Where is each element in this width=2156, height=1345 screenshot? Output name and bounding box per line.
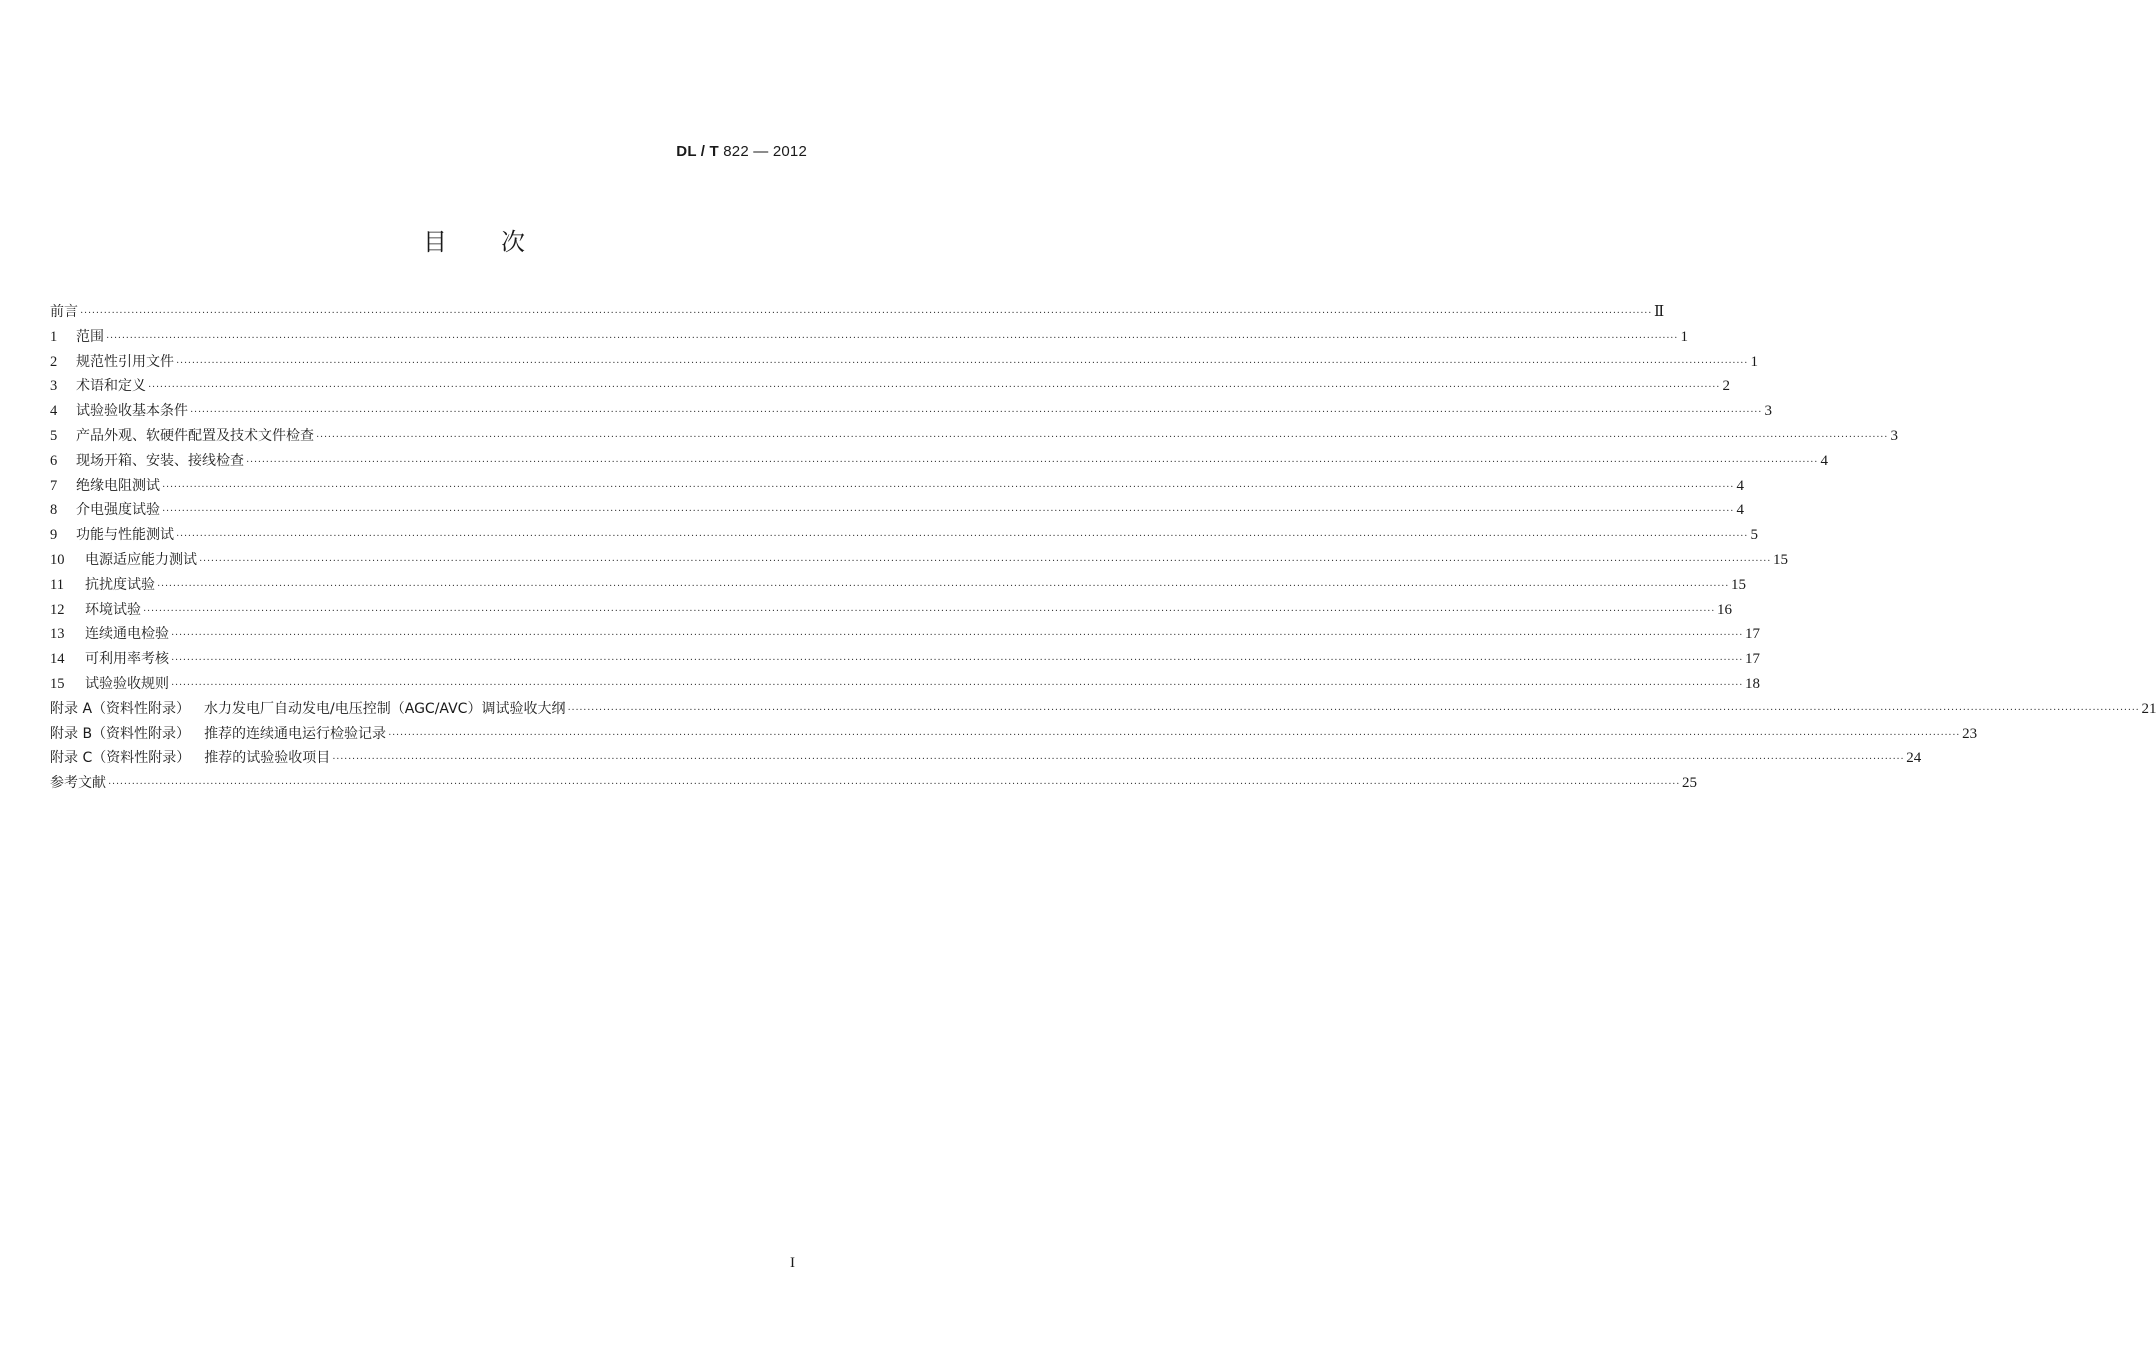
page-title <box>0 222 950 257</box>
toc-entry-label <box>76 449 244 474</box>
toc-leader-dots: ················································································································································································································································································································································································································ <box>190 407 1763 419</box>
toc-entry-page: 1 <box>1680 328 1689 345</box>
toc-entry-page: 24 <box>1906 750 1922 767</box>
toc-entry-number: 4 <box>50 403 58 420</box>
toc-entry-number: 9 <box>50 527 58 544</box>
toc-entry-page: 2 <box>1722 378 1731 395</box>
toc-entry-page: 17 <box>1745 626 1761 643</box>
toc-entry[interactable] <box>50 573 1747 598</box>
toc-leader-dots: ················································································································································································································································································································································································································ <box>108 779 1681 791</box>
toc-entry-label <box>85 573 155 598</box>
toc-leader-dots: ················································································································································································································································································································································································································ <box>106 332 1679 344</box>
toc-entry-title: 功能与性能测试 <box>76 527 174 544</box>
toc-entry-label <box>76 399 188 424</box>
toc-entry-page: 15 <box>1731 576 1747 593</box>
toc-entry[interactable] <box>50 722 1978 747</box>
toc-entry-label <box>50 697 565 722</box>
toc-leader-dots: ················································································································································································································································································································································································································ <box>162 481 1735 493</box>
page-number: I <box>790 1255 795 1271</box>
toc-entry-title: 现场开箱、安装、接线检查 <box>76 452 244 469</box>
toc-entry[interactable] <box>50 424 1899 449</box>
toc-entry-number: 15 <box>50 675 65 692</box>
toc-entry-title: 产品外观、软硬件配置及技术文件检查 <box>76 427 314 444</box>
toc-entry-title: 术语和定义 <box>76 378 146 395</box>
toc-entry[interactable] <box>50 746 1922 771</box>
toc-entry[interactable] <box>50 598 1733 623</box>
toc-entry-label <box>85 548 197 573</box>
toc-entry-number: 5 <box>50 427 58 444</box>
toc-entry-title: 环境试验 <box>85 601 141 618</box>
toc-entry-label <box>76 523 174 548</box>
toc-entry-label <box>50 300 78 325</box>
toc-entry-number: 6 <box>50 452 58 469</box>
toc-entry[interactable] <box>50 449 1829 474</box>
toc-entry-title: 参考文献 <box>50 775 106 792</box>
toc-entry-label <box>85 647 169 672</box>
toc-entry-page: 15 <box>1773 551 1789 568</box>
toc-entry[interactable] <box>50 350 1759 375</box>
toc-entry-number: 10 <box>50 551 65 568</box>
toc-entry-title: 试验验收基本条件 <box>76 403 188 420</box>
toc-entry-number: 1 <box>50 328 58 345</box>
toc-entry-title: 范围 <box>76 328 104 345</box>
toc-leader-dots: ················································································································································································································································································································································································································ <box>316 431 1889 443</box>
toc-entry-title: 绝缘电阻测试 <box>76 477 160 494</box>
toc-entry-label <box>76 474 160 499</box>
toc-entry-label <box>76 498 160 523</box>
toc-entry-page: 3 <box>1890 427 1899 444</box>
toc-entry-page: 21 <box>2141 700 2156 717</box>
toc-entry-label <box>76 374 146 399</box>
toc-leader-dots: ················································································································································································································································································································································································································ <box>246 456 1819 468</box>
toc-entry-title: 可利用率考核 <box>85 651 169 668</box>
toc-entry-subtitle: 推荐的连续通电运行检验记录 <box>204 725 387 742</box>
toc-leader-dots: ················································································································································································································································································································································································································ <box>157 580 1730 592</box>
toc-entry[interactable] <box>50 399 1773 424</box>
toc-entry-title: 附录 C（资料性附录） <box>50 750 191 767</box>
toc-leader-dots: ················································································································································································································································································································································································································ <box>171 630 1744 642</box>
toc-entry-number: 11 <box>50 576 64 593</box>
toc-entry-title: 电源适应能力测试 <box>85 551 197 568</box>
toc-leader-dots: ················································································································································································································································································································································································································ <box>80 308 1653 319</box>
toc-entry[interactable] <box>50 548 1789 573</box>
toc-entry-label <box>76 325 104 350</box>
toc-entry-title: 连续通电检验 <box>85 626 169 643</box>
document-code-number: 822 — 2012 <box>718 143 807 160</box>
toc-entry-page: 25 <box>1682 775 1698 792</box>
toc-entry-number: 13 <box>50 626 65 643</box>
toc-entry[interactable] <box>50 771 1698 796</box>
toc-entry-number: 7 <box>50 477 58 494</box>
toc-leader-dots: ················································································································································································································································································································································································································ <box>171 655 1744 667</box>
toc-entry[interactable] <box>50 325 1689 350</box>
table-of-contents <box>50 300 2156 796</box>
toc-leader-dots: ················································································································································································································································································································································································································ <box>567 704 2140 716</box>
toc-leader-dots: ················································································································································································································································································································································································································ <box>199 555 1772 567</box>
toc-leader-dots: ················································································································································································································································································································································································································ <box>388 729 1961 741</box>
toc-entry-title: 介电强度试验 <box>76 502 160 519</box>
toc-entry-page: 5 <box>1750 527 1759 544</box>
toc-entry-page: 1 <box>1750 353 1759 370</box>
toc-entry-title: 附录 B（资料性附录） <box>50 725 191 742</box>
page-title-part1: 目 <box>423 228 449 256</box>
toc-entry-title: 附录 A（资料性附录） <box>50 700 191 717</box>
page-title-part2: 次 <box>501 228 527 256</box>
document-code-prefix: DL / T <box>676 143 719 160</box>
toc-entry-label <box>85 672 169 697</box>
toc-entry-title: 规范性引用文件 <box>76 353 174 370</box>
toc-entry-page: 3 <box>1764 403 1773 420</box>
toc-leader-dots: ················································································································································································································································································································································································································ <box>148 382 1721 394</box>
toc-entry-subtitle: 推荐的试验验收项目 <box>204 750 331 767</box>
document-code <box>676 143 807 160</box>
toc-entry-page: 23 <box>1962 725 1978 742</box>
toc-entry-page: Ⅱ <box>1654 304 1665 320</box>
toc-leader-dots: ················································································································································································································································································································································································································ <box>176 357 1749 369</box>
toc-entry-title: 前言 <box>50 304 78 320</box>
toc-leader-dots: ················································································································································································································································································································································································································ <box>143 605 1716 617</box>
toc-entry[interactable] <box>50 523 1759 548</box>
toc-entry-label <box>76 350 174 375</box>
toc-entry-title: 试验验收规则 <box>85 675 169 692</box>
toc-entry-page: 17 <box>1745 651 1761 668</box>
toc-entry[interactable] <box>50 374 1731 399</box>
toc-leader-dots: ················································································································································································································································································································································································································ <box>162 506 1735 518</box>
toc-entry-page: 4 <box>1820 452 1829 469</box>
toc-entry-label <box>50 746 330 771</box>
toc-leader-dots: ················································································································································································································································································································································································································ <box>332 754 1905 766</box>
toc-leader-dots: ················································································································································································································································································································································································································ <box>171 679 1744 691</box>
toc-entry-label <box>76 424 314 449</box>
toc-entry[interactable] <box>50 498 1745 523</box>
toc-entry-title: 抗扰度试验 <box>85 576 155 593</box>
toc-entry-page: 18 <box>1745 675 1761 692</box>
toc-entry-page: 4 <box>1736 477 1745 494</box>
toc-entry[interactable] <box>50 647 1761 672</box>
toc-entry[interactable] <box>50 622 1761 647</box>
toc-entry-number: 8 <box>50 502 58 519</box>
toc-entry-label <box>85 598 141 623</box>
toc-entry-page: 4 <box>1736 502 1745 519</box>
toc-entry-number: 14 <box>50 651 65 668</box>
toc-entry-page: 16 <box>1717 601 1733 618</box>
toc-entry-label <box>85 622 169 647</box>
toc-leader-dots: ················································································································································································································································································································································································································ <box>176 531 1749 543</box>
toc-entry-number: 3 <box>50 378 58 395</box>
toc-entry[interactable] <box>50 474 1745 499</box>
toc-entry[interactable] <box>50 672 1761 697</box>
toc-entry-label <box>50 722 386 747</box>
toc-entry[interactable] <box>50 697 2156 722</box>
toc-entry[interactable] <box>50 300 1665 325</box>
toc-entry-subtitle: 水力发电厂自动发电/电压控制（AGC/AVC）调试验收大纲 <box>204 700 566 717</box>
toc-entry-number: 2 <box>50 353 58 370</box>
toc-entry-number: 12 <box>50 601 65 618</box>
toc-entry-label <box>50 771 106 796</box>
